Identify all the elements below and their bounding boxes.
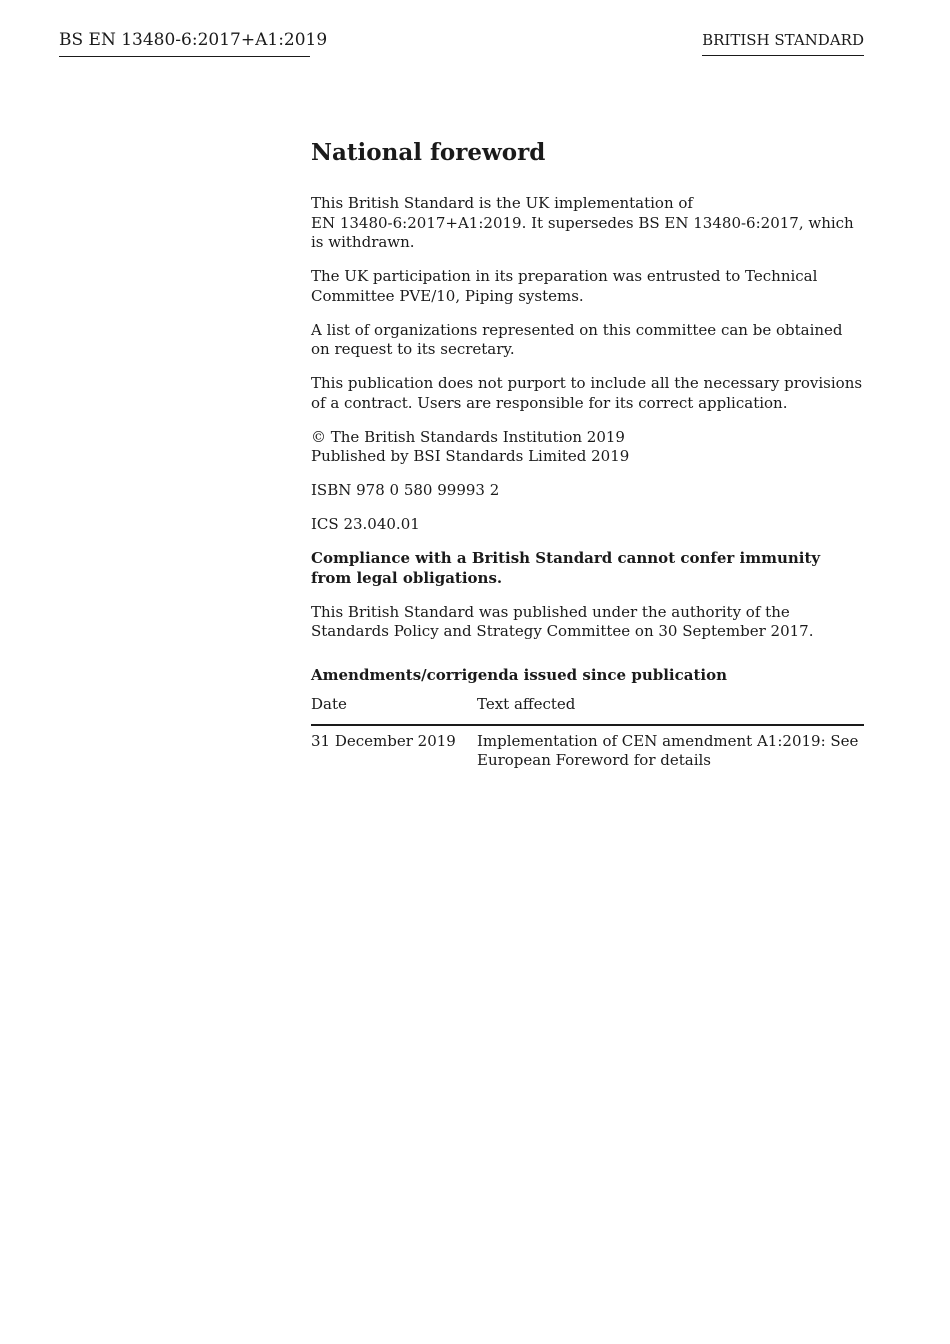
text-affected-column-header: Text affected — [477, 693, 864, 725]
publisher-label-header: BRITISH STANDARD — [702, 31, 864, 56]
amendments-heading: Amendments/corrigenda issued since publication — [311, 665, 727, 684]
table-row — [311, 725, 864, 770]
implementation-line-2: EN 13480-6:2017+A1:2019. It supersedes BS EN 13480-6:2017, which is withdrawn. — [311, 213, 854, 251]
copyright-line: © The British Standards Institution 2019 — [311, 427, 625, 446]
contract-disclaimer-paragraph: This publication does not purport to include all the necessary provisions of a contract. Users are responsible for its correct application. — [311, 374, 863, 412]
authority-paragraph: This British Standard was published under the authority of the Standards Policy and Strategy Committee on 30 September 2017. — [311, 602, 814, 640]
compliance-notice: Compliance with a British Standard cannot confer immunity from legal obligations. — [311, 549, 821, 587]
amendments-table — [311, 693, 864, 770]
isbn-text: ISBN 978 0 580 99993 2 — [311, 481, 500, 499]
organizations-paragraph: A list of organizations represented on this committee can be obtained on request to its secretary. — [311, 320, 843, 358]
amendment-date-cell: 31 December 2019 — [311, 731, 456, 750]
ics-text: ICS 23.040.01 — [311, 515, 420, 533]
date-column-header: Date — [311, 693, 477, 725]
copyright-paragraph — [311, 428, 864, 467]
amendments-header-row — [311, 693, 864, 725]
implementation-line-1: This British Standard is the UK implementation of — [311, 194, 693, 212]
committee-paragraph: The UK participation in its preparation was entrusted to Technical Committee PVE/10, Piping systems. — [311, 267, 818, 305]
implementation-paragraph — [311, 194, 864, 253]
document-id-header: BS EN 13480-6:2017+A1:2019 — [59, 30, 310, 57]
foreword-content — [311, 136, 864, 770]
published-by-line: Published by BSI Standards Limited 2019 — [311, 447, 630, 465]
amendment-text-cell: Implementation of CEN amendment A1:2019: See European Foreword for details — [477, 731, 859, 769]
page-title: National foreword — [311, 139, 546, 166]
